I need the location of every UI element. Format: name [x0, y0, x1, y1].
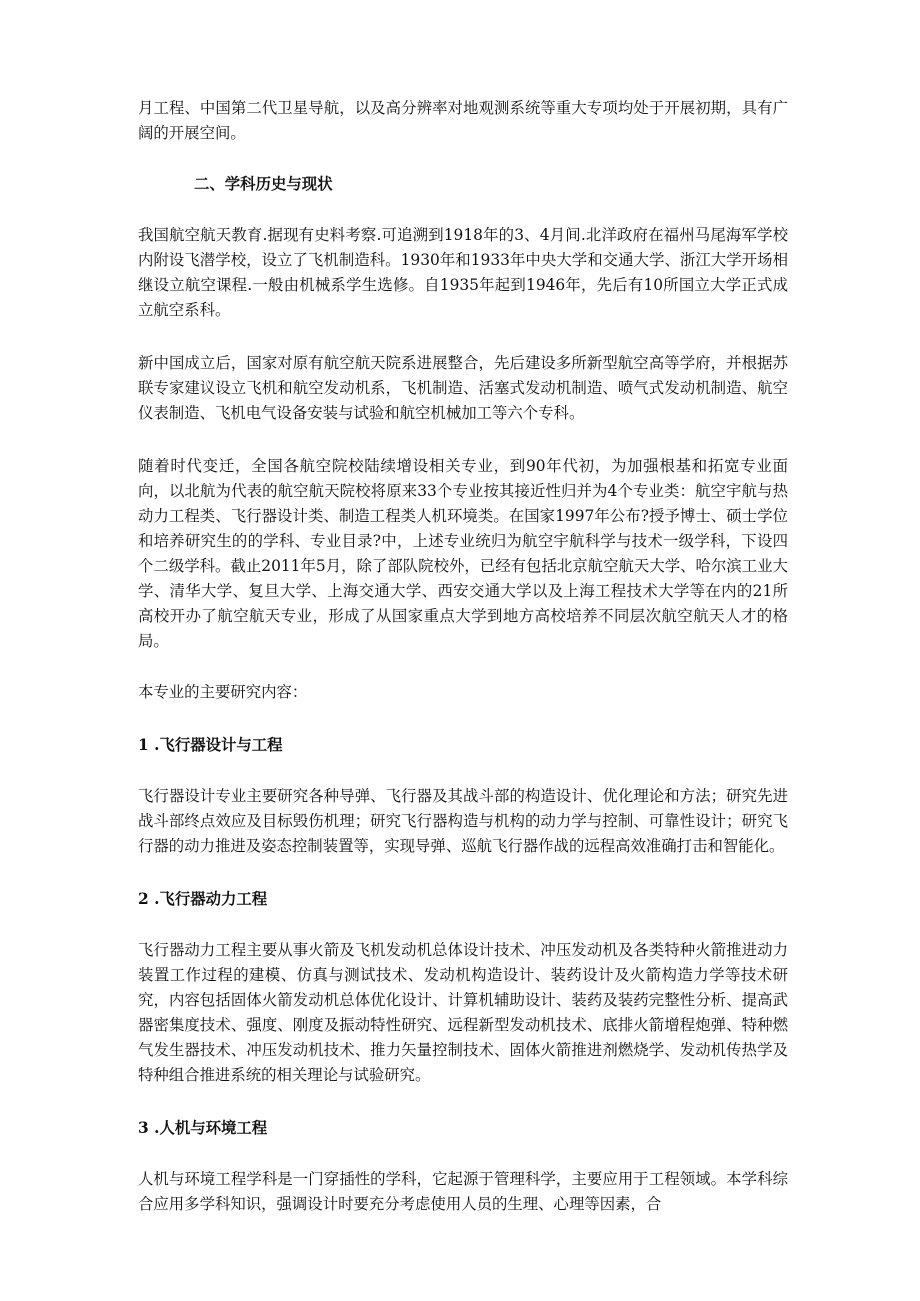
topic-1-body: 飞行器设计专业主要研究各种导弹、飞行器及其战斗部的构造设计、优化理论和方法；研究先进战斗部终点效应及目标毁伤机理；研究飞行器构造与机构的动力学与控制、可靠性设计；研究飞行器的动力推进及姿态控制装置等，实现导弹、巡航飞行器作战的远程高效准确打击和智能化。: [138, 787, 788, 855]
topic-3-heading: 3 .人机与环境工程: [138, 1119, 268, 1137]
section-heading-history: 二、学科历史与现状: [194, 175, 333, 193]
paragraph-history-1: 我国航空航天教育.据现有史料考察.可追溯到1918年的3、4月间.北洋政府在福州马尾海军学校内附设飞潜学校，设立了飞机制造科。1930年和1933年中央大学和交通大学、浙江大学开场相继设立航空课程.一般由机械系学生选修。自1935年起到1946年，先后有10所国立大学正式成立航空系科。: [138, 226, 788, 319]
paragraph-history-2: 新中国成立后，国家对原有航空航天院系进展整合，先后建设多所新型航空高等学府，并根据苏联专家建议设立飞机和航空发动机系，飞机制造、活塞式发动机制造、喷气式发动机制造、航空仪表制造、飞机电气设备安装与试验和航空机械加工等六个专科。: [138, 354, 788, 422]
paragraph-intro-tail: 月工程、中国第二代卫星导航，以及高分辨率对地观测系统等重大专项均处于开展初期，具有广阔的开展空间。: [138, 99, 788, 142]
paragraph-history-3: 随着时代变迁，全国各航空院校陆续增设相关专业，到90年代初，为加强根基和拓宽专业面向，以北航为代表的航空航天院校将原来33个专业按其接近性归并为4个专业类：航空宇航与热动力工程类、飞行器设计类、制造工程类人机环境类。在国家1997年公布?授予博士、硕士学位和培养研究生的的学科、专业目录?中，上述专业统归为航空宇航科学与技术一级学科，下设四个二级学科。截止2011年5月，除了部队院校外，已经有包括北京航空航天大学、哈尔滨工业大学、清华大学、复旦大学、上海交通大学、西安交通大学以及上海工程技术大学等在内的21所高校开办了航空航天专业，形成了从国家重点大学到地方高校培养不同层次航空航天人才的格局。: [138, 457, 788, 650]
topic-1-heading: 1 .飞行器设计与工程: [138, 736, 283, 754]
paragraph-research-intro: 本专业的主要研究内容：: [138, 683, 308, 701]
topic-3-body: 人机与环境工程学科是一门穿插性的学科，它起源于管理科学，主要应用于工程领域。本学科综合应用多学科知识，强调设计时要充分考虑使用人员的生理、心理等因素，合: [138, 1170, 788, 1213]
topic-2-body: 飞行器动力工程主要从事火箭及飞机发动机总体设计技术、冲压发动机及各类特种火箭推进动力装置工作过程的建模、仿真与测试技术、发动机构造设计、装药设计及火箭构造力学等技术研究，内容包括固体火箭发动机总体优化设计、计算机辅助设计、装药及装药完整性分析、提高武器密集度技术、强度、刚度及振动特性研究、远程新型发动机技术、底排火箭增程炮弹、特种燃气发生器技术、冲压发动机技术、推力矢量控制技术、固体火箭推进剂燃烧学、发动机传热学及特种组合推进系统的相关理论与试验研究。: [138, 941, 788, 1084]
document-page: [138, 96, 788, 1217]
topic-2-heading: 2 .飞行器动力工程: [138, 890, 268, 908]
